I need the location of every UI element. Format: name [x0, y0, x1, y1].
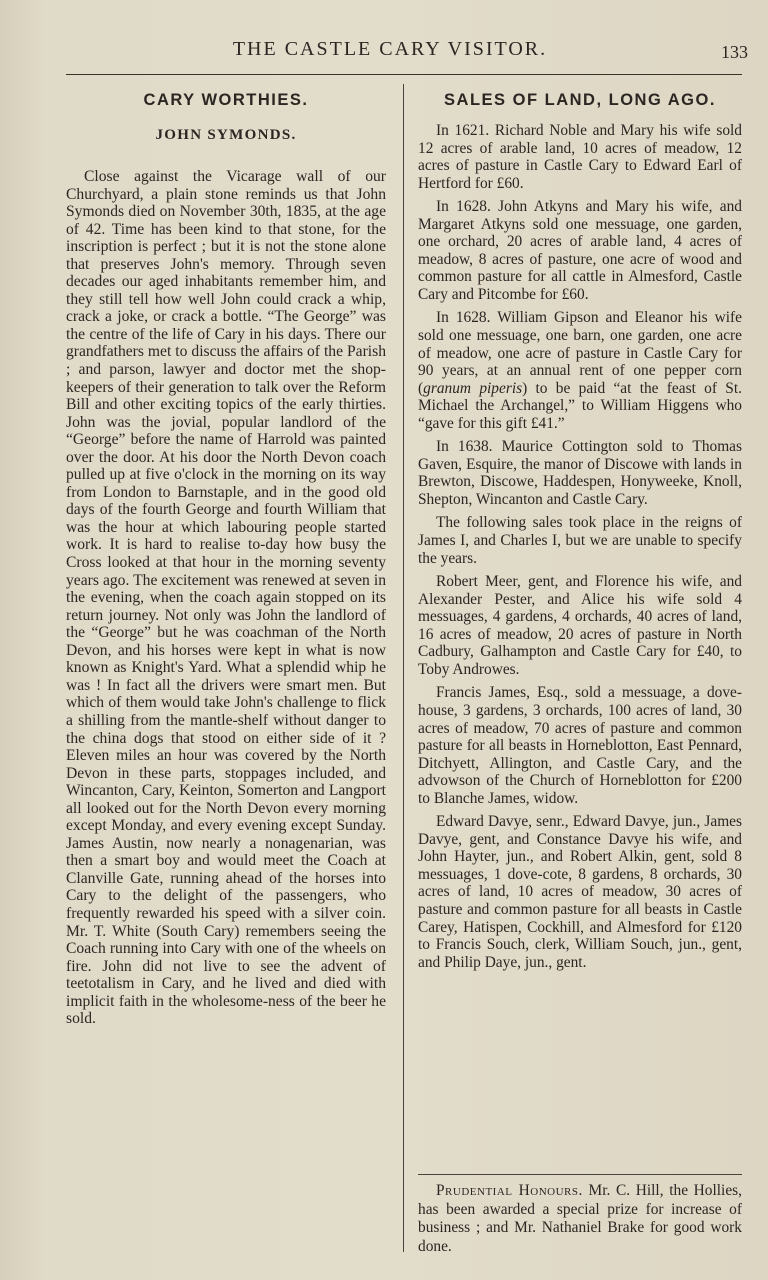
sale-francis-james: Francis James, Esq., sold a messuage, a dove-house, 3 gardens, 3 orchards, 100 acres of land, 30 acres of meadow, 70 acres of pasture and common pasture for all beasts in Horneblotton, East Pennard, Ditchyett, Allington, and Castle Cary, and the advowson of the Church of Horneblotton for £200 to Blanche James, widow. — [418, 684, 742, 807]
john-symonds-article: Close against the Vicarage wall of our Churchyard, a plain stone reminds us that John Symonds died on November 30th, 1835, at the age of 42. Time has been kind to that stone, for the inscription is perfect ; but it is not the stone alone that preserves John's memory. Through seven decades our aged inhabitants remember him, and they still tell how well John could crack a whip, crack a joke, or crack a bottle. “The George” was the centre of the life of Cary in his days. There our grandfathers met to discuss the affairs of the Parish ; and parson, lawyer and doctor met the shop-keepers of their generation to talk over the Reform Bill and other exciting topics of the early thirties. John was the jovial, popular landlord of the “George” before the name of Harrold was painted over the door. At his door the North Devon coach pulled up at five o'clock in the morning on its way from London to Barnstaple, and in the good old days of the fourth George and fourth William that was the hour at which labouring people started work. It is hard to realise to-day how busy the Cross looked at that hour in the morning seventy years ago. The excitement was renewed at seven in the evening, when the coach again stopped on its return journey. Not only was John the landlord of the “George” but he was coachman of the North Devon, and his horses were kept in what is now known as Knight's Yard. What a splendid whip he was ! In fact all the drivers were smart men. But which of them would take John's challenge to flick a shilling from the mantle-shelf without danger to the china dogs that stood on either side of it ? Eleven miles an hour was covered by the North Devon in these parts, stoppages included, and Wincanton, Cary, Keinton, Somerton and Langport all looked out for the North Devon every morning except Monday, and every evening except Sunday. James Austin, now nearly a nonagenarian, was then a smart boy and would meet the Coach at Clanville Gate, running ahead of the horses into Cary to the delight of the passengers, who frequently rewarded his speed with a silver coin. Mr. T. White (South Cary) remembers seeing the Coach running into Cary with one of the wheels on fire. John did not live to see the advent of teetotalism in Cary, and he lived and died with implicit faith in the wholesome-ness of the beer he sold. — [66, 168, 386, 1028]
sales-of-land-heading: SALES OF LAND, LONG AGO. — [444, 91, 716, 109]
prudential-honours-note — [418, 1182, 742, 1256]
running-head — [0, 38, 768, 68]
page-number: 133 — [721, 42, 748, 62]
sale-1628-gipson — [418, 309, 742, 432]
cary-worthies-heading: CARY WORTHIES. — [143, 91, 309, 109]
sale-1621: In 1621. Richard Noble and Mary his wife sold 12 acres of arable land, 10 acres of meadow, 12 acres of pasture in Castle Cary to Edward Earl of Hertford for £60. — [418, 122, 742, 192]
sale-edward-davye: Edward Davye, senr., Edward Davye, jun., James Davye, gent, and Constance Davye his wife, and John Hayter, jun., and Robert Alkin, gent, sold 8 messuages, 1 dove-cote, 8 gardens, 8 orchards, 30 acres of land, 10 acres of meadow, 30 acres of pasture and common pasture for all beasts in Castle Carey, Hatispen, Cockhill, and Almesford for £120 to Francis Souch, clerk, William Souch, jun., gent, and Philip Daye, jun., gent. — [418, 813, 742, 971]
right-column — [418, 86, 742, 977]
note-label: Prudential Honours. — [436, 1182, 583, 1199]
note-rule — [418, 1174, 742, 1175]
john-symonds-subheading: JOHN SYMONDS. — [155, 127, 297, 143]
column-divider — [403, 84, 404, 1252]
sale-1638: In 1638. Maurice Cottington sold to Thomas Gaven, Esquire, the manor of Discowe with lands in Brewton, Discowe, Haddespen, Honyweeke, Knoll, Shepton, Wincanton and Castle Cary. — [418, 438, 742, 508]
granum-piperis: granum piperis — [423, 379, 523, 397]
undated-sales-intro: The following sales took place in the reigns of James I, and Charles I, but we are unable to specify the years. — [418, 514, 742, 567]
note-text: Mr. C. Hill, the Hollies, has been awarded a special prize for increase of business ; and Mr. Nathaniel Brake for good work done. — [418, 1182, 742, 1255]
sale-1628-gipson-text-b: ) to be paid “at the feast of St. Michael the Archangel,” to William Higgens who “gave for this gift £41.” — [418, 379, 742, 432]
sale-1628-atkyns: In 1628. John Atkyns and Mary his wife, and Margaret Atkyns sold one messuage, one garden, one orchard, 20 acres of arable land, 4 acres of meadow, 8 acres of pasture, one acre of wood and common pasture for all cattle in Almesford, Castle Cary and Pitcombe for £60. — [418, 198, 742, 303]
header-rule — [66, 74, 742, 75]
sale-1628-gipson-text-a: In 1628. William Gipson and Eleanor his wife sold one messuage, one barn, one garden, one acre of meadow, one acre of pasture in Castle Cary for 90 years, at an annual rent of one pepper corn ( — [418, 309, 742, 397]
running-title: THE CASTLE CARY VISITOR. — [232, 38, 548, 60]
left-column — [66, 86, 386, 1028]
sale-robert-meer: Robert Meer, gent, and Florence his wife, and Alexander Pester, and Alice his wife sold 4 messuages, 4 gardens, 4 orchards, 40 acres of land, 16 acres of meadow, 20 acres of pasture in North Cadbury, Galhampton and Castle Cary for £40, to Toby Androwes. — [418, 573, 742, 678]
